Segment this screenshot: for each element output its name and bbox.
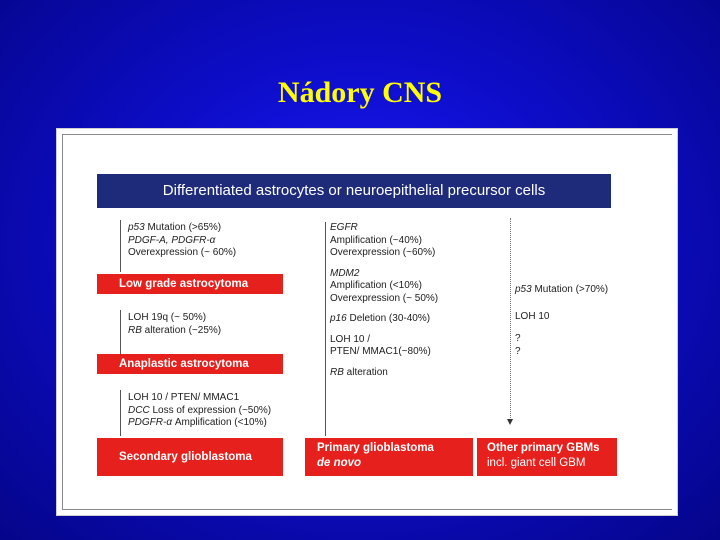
connector-line (510, 218, 511, 418)
marker-italic: RB (128, 324, 142, 336)
secondary-glioblastoma-box (97, 438, 283, 476)
low-grade-markers (128, 222, 236, 260)
marker-text: Loss of expression (~50%) (149, 404, 272, 416)
primary-glioblastoma-box (305, 438, 473, 476)
box-label: Anaplastic astrocytoma (119, 358, 249, 370)
marker-text: LOH 10 (515, 310, 550, 322)
other-primary-gbm-box (477, 438, 617, 476)
primary-gbm-markers (330, 222, 438, 379)
marker-text: Overexpression (~ 50%) (330, 292, 439, 304)
anaplastic-markers (128, 312, 221, 337)
box-label: Primary glioblastoma (317, 442, 434, 454)
marker-italic: p53 (515, 284, 532, 295)
marker-text: PTEN/ MMAC1(~80%) (330, 346, 431, 357)
marker-text: alteration (~25%) (141, 324, 222, 336)
marker-italic: PDGF-A, PDGFR-α (128, 234, 216, 246)
anaplastic-astrocytoma-box (97, 354, 283, 374)
marker-text: Deletion (30-40%) (346, 313, 431, 324)
connector-line (120, 390, 121, 436)
marker-text: Overexpression (~ 60%) (128, 247, 237, 258)
marker-text: Mutation (>65%) (144, 222, 222, 233)
marker-italic: PDGFR-α (128, 417, 173, 428)
marker-text: LOH 10 / PTEN/ MMAC1 (128, 392, 240, 403)
box-label: Secondary glioblastoma (119, 451, 252, 463)
marker-italic: RB (330, 366, 344, 378)
marker-italic: EGFR (330, 222, 358, 233)
marker-text: LOH 10 / (330, 333, 371, 345)
box-sublabel: incl. giant cell GBM (487, 457, 586, 469)
marker-text: Amplification (<10%) (172, 417, 267, 428)
marker-text: alteration (343, 366, 388, 378)
marker-italic: p53 (128, 222, 145, 233)
connector-line (120, 220, 121, 272)
other-gbm-markers (515, 284, 608, 358)
marker-italic: p16 (330, 313, 347, 324)
marker-text: Amplification (~40%) (330, 234, 422, 246)
box-label: Other primary GBMs (487, 442, 600, 454)
box-sublabel: de novo (317, 457, 362, 469)
marker-text: ? (515, 333, 521, 344)
marker-italic: MDM2 (330, 267, 360, 279)
connector-line (120, 310, 121, 354)
slide-title: Nádory CNS (277, 76, 443, 109)
marker-text: Amplification (<10%) (330, 280, 422, 291)
secondary-gbm-markers (128, 392, 271, 430)
arrow-down-icon (507, 419, 513, 425)
connector-line (325, 222, 326, 436)
marker-text: LOH 19q (~ 50%) (128, 312, 207, 323)
low-grade-astrocytoma-box (97, 274, 283, 294)
marker-text: Mutation (>70%) (531, 284, 609, 295)
marker-text: Overexpression (~60%) (330, 247, 436, 258)
top-banner: Differentiated astrocytes or neuroepithelial precursor cells (97, 174, 611, 208)
marker-text: ? (515, 345, 521, 357)
box-label: Low grade astrocytoma (119, 278, 249, 290)
marker-italic: DCC (128, 404, 150, 416)
